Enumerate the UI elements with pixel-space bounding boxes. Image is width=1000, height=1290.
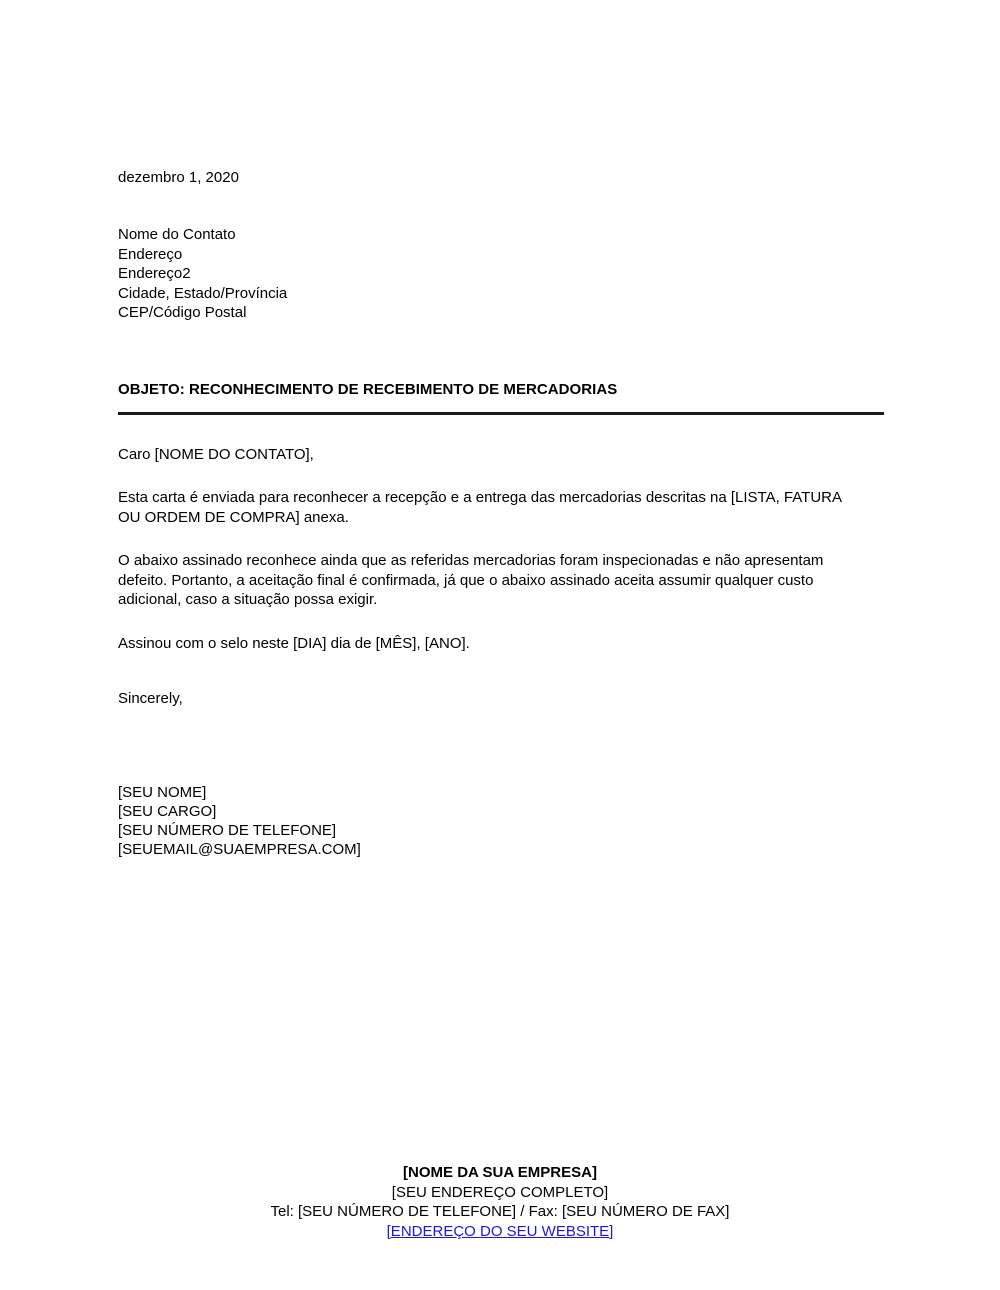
horizontal-rule	[118, 412, 884, 415]
address-line: Cidade, Estado/Província	[118, 284, 288, 302]
signature-block	[118, 783, 884, 859]
address-line: Endereço2	[118, 265, 191, 282]
page-footer	[0, 1163, 1000, 1241]
footer-company-name: [NOME DA SUA EMPRESA]	[403, 1164, 597, 1181]
footer-address: [SEU ENDEREÇO COMPLETO]	[391, 1183, 609, 1201]
address-line: CEP/Código Postal	[118, 304, 247, 321]
signature-line: [SEUEMAIL@SUAEMPRESA.COM]	[118, 840, 361, 858]
subject-heading: OBJETO: RECONHECIMENTO DE RECEBIMENTO DE MERCADORIAS	[118, 380, 618, 398]
salutation: Caro [NOME DO CONTATO],	[118, 445, 314, 463]
body-paragraph: O abaixo assinado reconhece ainda que as referidas mercadorias foram inspecionadas e não apresentam defeito. Portanto, a aceitação final é confirmada, já que o abaixo assinado aceita assumir qualquer custo adicional, caso a situação possa exigir.	[118, 552, 824, 608]
letter-date: dezembro 1, 2020	[118, 169, 239, 186]
signature-line: [SEU NÚMERO DE TELEFONE]	[118, 821, 337, 839]
signature-line: [SEU NOME]	[118, 783, 207, 801]
footer-website-line	[0, 1222, 1000, 1242]
body-paragraph: Assinou com o selo neste [DIA] dia de [MÊS], [ANO].	[118, 634, 470, 652]
recipient-address-block	[118, 225, 884, 323]
signature-line: [SEU CARGO]	[118, 802, 217, 820]
letter-body	[118, 168, 884, 859]
address-line: Endereço	[118, 245, 183, 263]
closing-salutation: Sincerely,	[118, 690, 183, 707]
address-line: Nome do Contato	[118, 226, 236, 243]
body-paragraph: Esta carta é enviada para reconhecer a recepção e a entrega das mercadorias descritas na [LISTA, FATURA OU ORDEM DE COMPRA] anexa.	[118, 489, 842, 526]
footer-contact: Tel: [SEU NÚMERO DE TELEFONE] / Fax: [SEU NÚMERO DE FAX]	[270, 1203, 730, 1220]
footer-website-link[interactable]: [ENDEREÇO DO SEU WEBSITE]	[386, 1222, 614, 1240]
